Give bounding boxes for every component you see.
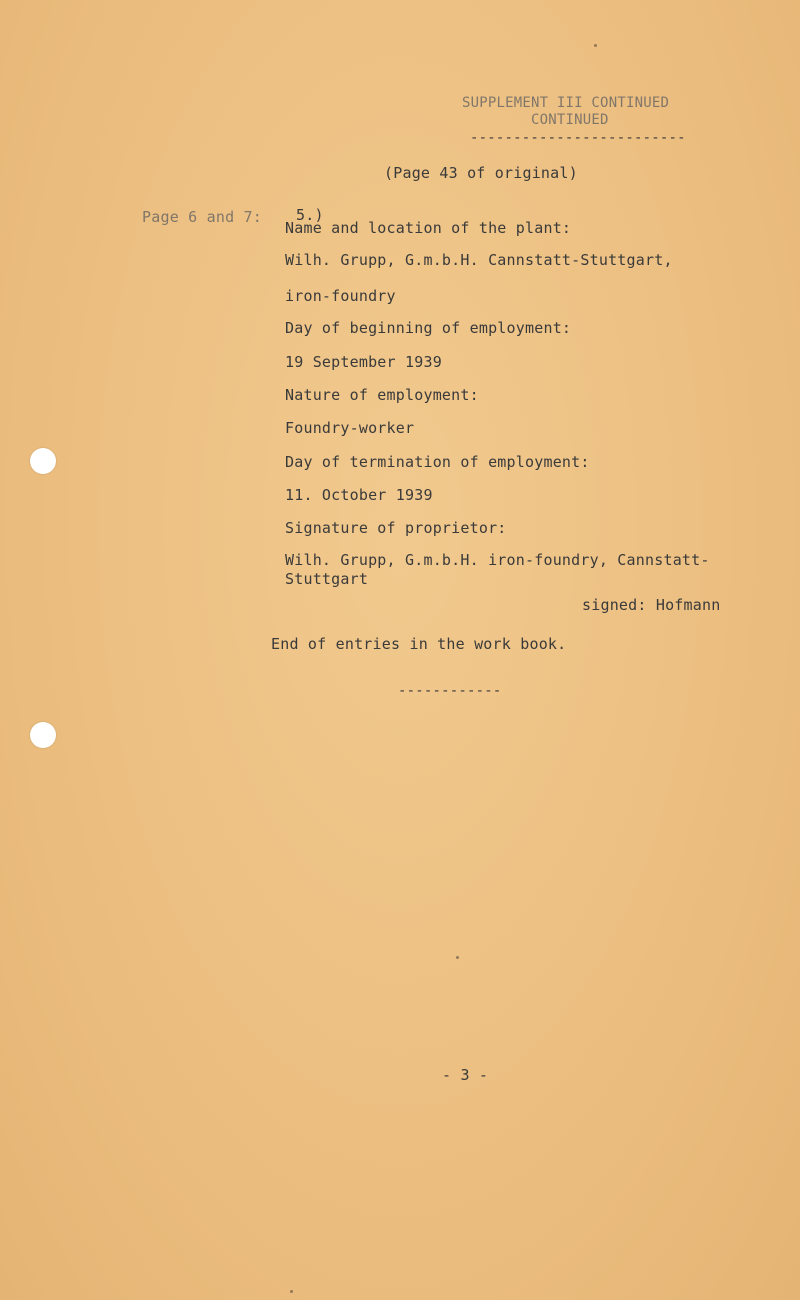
label-proprietor-signature: Signature of proprietor: bbox=[285, 519, 507, 537]
paper-speck bbox=[456, 956, 459, 959]
entry-number: 5.) bbox=[296, 206, 324, 224]
page-number: - 3 - bbox=[442, 1066, 489, 1084]
punch-hole-lower bbox=[30, 722, 56, 748]
value-employment-end: 11. October 1939 bbox=[285, 486, 433, 504]
end-of-entries-note: End of entries in the work book. bbox=[271, 635, 567, 653]
label-plant-name-location: Name and location of the plant: bbox=[285, 219, 572, 237]
page-reference: Page 6 and 7: bbox=[142, 208, 262, 226]
signed-line: signed: Hofmann bbox=[582, 596, 721, 614]
original-page-reference: (Page 43 of original) bbox=[384, 164, 578, 182]
paper-speck bbox=[290, 1290, 293, 1293]
heading-rule: ------------------------- bbox=[470, 130, 686, 146]
value-proprietor-line-2: Stuttgart bbox=[285, 570, 369, 588]
value-employment-nature: Foundry-worker bbox=[285, 419, 415, 437]
end-rule: ------------ bbox=[398, 683, 502, 699]
paper-speck bbox=[594, 44, 597, 47]
punch-hole-upper bbox=[30, 448, 56, 474]
label-employment-nature: Nature of employment: bbox=[285, 386, 479, 404]
document-heading: SUPPLEMENT III CONTINUED bbox=[462, 95, 670, 111]
value-plant-type: iron-foundry bbox=[285, 287, 396, 305]
label-employment-start: Day of beginning of employment: bbox=[285, 319, 572, 337]
label-employment-end: Day of termination of employment: bbox=[285, 453, 590, 471]
value-proprietor-line-1: Wilh. Grupp, G.m.b.H. iron-foundry, Cannstatt- bbox=[285, 551, 710, 569]
value-plant-name: Wilh. Grupp, G.m.b.H. Cannstatt-Stuttgart, bbox=[285, 251, 673, 269]
value-employment-start: 19 September 1939 bbox=[285, 353, 442, 371]
document-subheading: CONTINUED bbox=[531, 112, 609, 128]
